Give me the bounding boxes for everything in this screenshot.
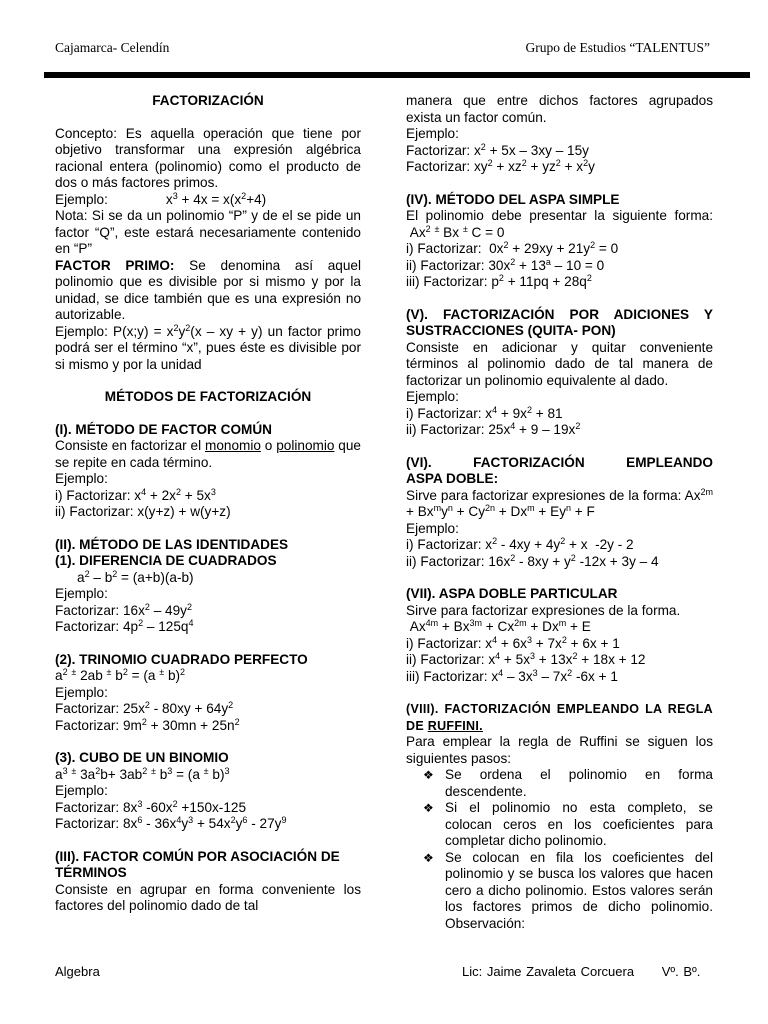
method-7-ex-2: ii) Factorizar: $x^4 + 5x^3 + 13x^2 + 18x + 12$: [406, 651, 646, 667]
method-3-title: (III). FACTOR COMÚN POR ASOCIACIÓN DE TÉRMINOS: [55, 848, 340, 880]
method-7-form: $Ax^{4m} + Bx^{3m} + Cx^{2m} + Dx^m + E$: [406, 618, 591, 634]
trinomio-ex-1: Factorizar: $25x^2 - 80xy + 64y^2$: [55, 700, 234, 716]
factor-primo-example: Ejemplo: P(x;y) = $x^2y^2(x$ – xy + y) un factor primo podrá ser el término “x”, pues éste es divisible por si mismo y por la unidad: [55, 322, 361, 372]
diff-squares-example-label: Ejemplo:: [55, 586, 108, 601]
method-3-ex-1: Factorizar: $x^2 + 5x - 3xy - 15y$: [406, 141, 589, 158]
trinomio-formula: $a^2$ ± 2ab ± $b^2 = (a$ ± b)$^2$: [55, 667, 186, 683]
diamond-bullet-icon: ❖: [423, 801, 434, 815]
method-5-ex-2: ii) Factorizar: $25x^4 + 9 - 19x^2$: [406, 421, 581, 437]
method-1-text: Consiste en factorizar el monomio o polinomio que se repite en cada término.: [55, 438, 361, 470]
header-left: Cajamarca- Celendín: [55, 40, 170, 55]
diamond-bullet-icon: ❖: [423, 850, 434, 865]
method-6-title: (VI). FACTORIZACIÓN EMPLEANDO: [406, 454, 713, 470]
method-4-ex-3: iii) Factorizar: $p^2 + 11pq + 28q^2$: [406, 273, 592, 289]
method-1-title: (I). MÉTODO DE FACTOR COMÚN: [55, 421, 272, 437]
footer-left: Algebra: [55, 964, 100, 979]
cubo-example-label: Ejemplo:: [55, 783, 108, 798]
header-rule: [44, 72, 750, 78]
method-6-title-2: ASPA DOBLE:: [406, 471, 499, 486]
page-title: FACTORIZACIÓN: [152, 93, 264, 108]
method-4-ex-2: ii) Factorizar: $30x^2 + 13^a - 10 = 0$: [406, 256, 605, 273]
header-right: Grupo de Estudios “TALENTUS”: [525, 40, 710, 55]
method-1-example-2: ii) Factorizar: x(y+z) + w(y+z): [55, 504, 231, 519]
concept-text: Concepto: Es aquella operación que tiene por objetivo transformar una expresión algébrica racional entera (polinomio) como el producto de dos o más factores primos.: [55, 125, 361, 190]
method-6-text: Sirve para factorizar expresiones de la forma: $Ax^{2m} + Bx^my^n + Cy^{2n} + Dx^m + Ey^n + F$: [406, 486, 714, 519]
method-7-ex-3: iii) Factorizar: $x^4 - 3x^3 - 7x^2$ -6x + 1: [406, 667, 618, 684]
method-8-text: Para emplear la regla de Ruffini se siguen los siguientes pasos:: [406, 734, 713, 766]
diff-squares-formula: $a^2 - b^2 = (a+b)(a-b)$: [77, 568, 194, 585]
diamond-bullet-icon: ❖: [423, 768, 434, 782]
list-item: ❖ Se ordena el polinomio en forma descendente.: [423, 767, 713, 799]
concept-example: Ejemplo: $x^3 + 4x = x(x^2+4)$: [55, 190, 267, 207]
method-5-text: Consiste en adicionar y quitar conveniente términos al polinomio dado de tal manera de factorizar un polinomio equivalente al dado.: [406, 339, 713, 388]
method-5-ex-1: i) Factorizar: $x^4 + 9x^2 + 81$: [406, 404, 563, 421]
method-6-ex-2: ii) Factorizar: $16x^2 - 8xy + y^2$ -12x + 3y – 4: [406, 552, 659, 569]
method-6-ex-1: i) Factorizar: $x^2 - 4xy + 4y^2 + x$ -2y - 2: [406, 536, 634, 552]
method-1-example-1: i) Factorizar: $x^4 + 2x^2 + 5x^3$: [55, 486, 216, 503]
method-4-text: El polinomio debe presentar la siguiente forma: Ax$^2$ ± Bx ± C = 0: [406, 208, 713, 240]
trinomio-example-label: Ejemplo:: [55, 684, 108, 700]
factor-primo-text: FACTOR PRIMO: Se denomina así aquel polinomio que es divisible por si mismo y por la unidad, se dice también que es una expresión no autorizable.: [55, 257, 361, 322]
diff-squares-ex-1: Factorizar: $16x^2 - 49y^2$: [55, 601, 192, 618]
method-7-ex-1: i) Factorizar: $x^4 + 6x^3 + 7x^2 + 6x + 1$: [406, 634, 620, 651]
method-2-sub-1: (1). DIFERENCIA DE CUADRADOS: [55, 553, 277, 568]
method-8-title: (VIII). FACTORIZACIÓN EMPLEANDO LA REGLA DE RUFFINI.: [406, 702, 713, 733]
method-7-title: (VII). ASPA DOBLE PARTICULAR: [406, 586, 618, 601]
methods-title: MÉTODOS DE FACTORIZACIÓN: [104, 389, 312, 404]
cubo-ex-1: Factorizar: $8x^3$ $-60x^2 +150x-125$: [55, 798, 247, 815]
method-3-example-label: Ejemplo:: [406, 126, 459, 141]
method-3-text: Consiste en agrupar en forma conveniente los factores del polinomio dado de tal: [55, 881, 361, 913]
method-3-ex-2: Factorizar: $xy^2 + xz^2 + yz^2 + x^2y$: [406, 158, 595, 174]
method-4-ex-1: i) Factorizar: $0x^2 + 29xy + 21y^2 = 0$: [406, 240, 619, 256]
list-item: ❖ Si el polinomio no esta completo, se colocan ceros en los coeficientes para completar dicho polinomio.: [423, 800, 713, 848]
diff-squares-ex-2: Factorizar: $4p^2 - 125q^4$: [55, 618, 194, 634]
list-item: ❖ Se colocan en fila los coeficientes del polinomio y se busca los valores que hacen cero a dicho polinomio. Estos valores serán los factores primos de dicho polinomio. Observación:: [423, 849, 713, 931]
method-5-example-label: Ejemplo:: [406, 389, 459, 404]
method-7-text: Sirve para factorizar expresiones de la forma.: [406, 602, 681, 618]
method-3-continued: manera que entre dichos factores agrupados exista un factor común.: [406, 93, 713, 125]
method-4-title: (IV). MÉTODO DEL ASPA SIMPLE: [406, 191, 620, 207]
method-2-sub-2: (2). TRINOMIO CUADRADO PERFECTO: [55, 651, 308, 667]
method-2-sub-3: (3). CUBO DE UN BINOMIO: [55, 750, 229, 765]
left-column: [55, 93, 361, 915]
cubo-formula: $a^3$ ± $3a^2b+ 3ab^2$ ± $b^3 = (a$ ± b)$^3$: [55, 765, 230, 782]
method-1-example-label: Ejemplo:: [55, 471, 108, 486]
method-6-example-label: Ejemplo:: [406, 520, 459, 536]
method-2-title: (II). MÉTODO DE LAS IDENTIDADES: [55, 536, 289, 552]
trinomio-ex-2: Factorizar: $9m^2 + 30mn + 25n^2$: [55, 716, 240, 733]
cubo-ex-2: Factorizar: $8x^6 - 36x^4y^3 + 54x^2y^6 - 27y^9$: [55, 815, 287, 831]
note-text: Nota: Si se da un polinomio “P” y de el se pide un factor “Q”, este estará necesariamente contenido en “P”: [55, 208, 361, 256]
footer-right: Lic: Jaime Zavaleta Corcuera Vº. Bº.: [462, 964, 701, 979]
right-column: [406, 93, 713, 932]
method-5-title: (V). FACTORIZACIÓN POR ADICIONES Y SUSTRACCIONES (QUITA- PON): [406, 306, 713, 338]
